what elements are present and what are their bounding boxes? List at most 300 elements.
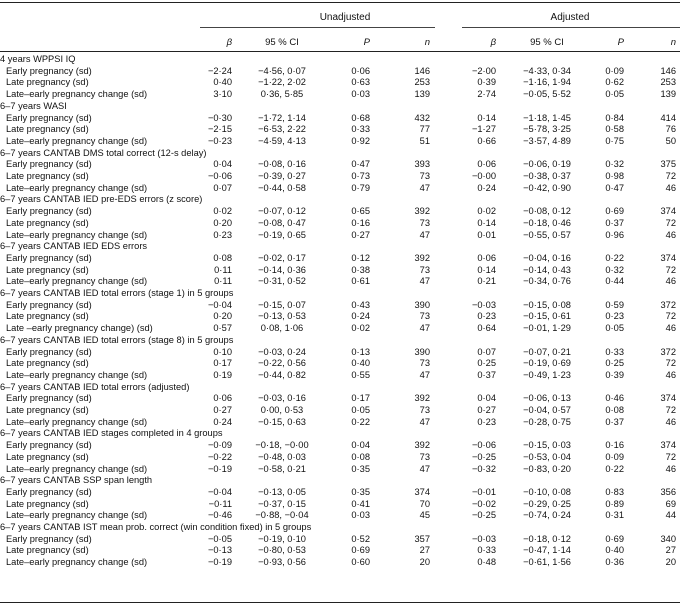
cell-unadj-n: 73 [419, 405, 430, 415]
cell-adj-ci: −0·53, 0·04 [523, 451, 571, 462]
table-row [0, 300, 680, 311]
cell-adj-beta: −2·00 [471, 65, 496, 76]
cell-adj-ci: −0·83, 0·20 [523, 463, 571, 474]
cell-unadj-n: 253 [414, 77, 430, 88]
cell-unadj-n: 392 [414, 252, 430, 263]
cell-adj-n: 72 [665, 311, 676, 322]
cell-adj-p: 0·62 [605, 77, 624, 88]
table-row [0, 230, 680, 241]
cell-adj-ci: −1·18, 1·45 [523, 112, 571, 123]
cell-adj-n: 46 [665, 229, 676, 240]
cell-unadj-n: 146 [414, 65, 430, 76]
cell-unadj-p: 0·47 [351, 159, 370, 170]
cell-unadj-ci: −6·53, 2·22 [258, 124, 306, 135]
cell-adj-beta: 0·27 [477, 405, 496, 415]
cell-unadj-n: 392 [414, 393, 430, 404]
cell-adj-n: 46 [665, 369, 676, 380]
col-header-adj-n: n [670, 37, 676, 48]
table-row [0, 171, 680, 182]
cell-unadj-beta: −0·46 [207, 510, 232, 521]
table-row [0, 405, 680, 416]
table-row [0, 66, 680, 77]
cell-unadj-beta: 0·20 [213, 311, 232, 322]
cell-adj-beta: 0·48 [477, 557, 496, 568]
row-label: Late pregnancy (sd) [6, 311, 89, 322]
cell-unadj-p: 0·03 [351, 89, 370, 100]
cell-unadj-beta: 0·04 [213, 159, 232, 170]
row-label: Late –early pregnancy change) (sd) [6, 323, 153, 334]
col-header-unadj-ci: 95 % CI [265, 37, 299, 48]
cell-adj-beta: 0·24 [477, 182, 496, 193]
cell-unadj-n: 51 [419, 135, 430, 146]
section-heading-row [0, 54, 680, 65]
row-label: Late–early pregnancy change (sd) [6, 416, 148, 427]
cell-adj-ci: −4·33, 0·34 [523, 65, 571, 76]
cell-adj-ci: −0·10, 0·08 [523, 486, 571, 497]
cell-unadj-p: 0·79 [351, 182, 370, 193]
cell-adj-n: 340 [660, 533, 676, 544]
row-label: Late pregnancy (sd) [6, 77, 89, 88]
row-label: Early pregnancy (sd) [6, 393, 92, 404]
cell-adj-n: 375 [660, 159, 676, 170]
cell-adj-beta: −0·32 [471, 463, 496, 474]
cell-unadj-ci: −1·22, 2·02 [258, 77, 306, 88]
cell-adj-p: 0·39 [605, 369, 624, 380]
cell-unadj-n: 392 [414, 206, 430, 217]
cell-unadj-ci: −4·59, 4·13 [258, 135, 306, 146]
cell-adj-ci: −0·08, 0·12 [523, 206, 571, 217]
cell-unadj-beta: −0·04 [207, 299, 232, 310]
row-label: Early pregnancy (sd) [6, 299, 92, 310]
section-label: 4 years WPPSI IQ [0, 54, 76, 64]
table-row [0, 557, 680, 568]
cell-unadj-p: 0·33 [351, 124, 370, 135]
table-row [0, 452, 680, 463]
cell-adj-beta: −0·25 [471, 510, 496, 521]
cell-unadj-n: 73 [419, 451, 430, 462]
col-header-adj-beta: β [490, 37, 496, 48]
table-row [0, 159, 680, 170]
section-heading-row [0, 382, 680, 393]
table-row [0, 347, 680, 358]
cell-adj-ci: −5·78, 3·25 [523, 124, 571, 135]
section-label: 6–7 years CANTAB IED pre-EDS errors (z score) [0, 194, 203, 205]
cell-unadj-beta: 0·08 [213, 252, 232, 263]
cell-adj-ci: −0·47, 1·14 [523, 545, 571, 556]
row-label: Early pregnancy (sd) [6, 533, 92, 544]
cell-unadj-beta: −0·19 [207, 463, 232, 474]
cell-unadj-p: 0·27 [351, 229, 370, 240]
cell-unadj-beta: 0·27 [213, 405, 232, 415]
cell-adj-n: 46 [665, 276, 676, 287]
row-label: Early pregnancy (sd) [6, 440, 92, 451]
group-underline-unadjusted [200, 27, 435, 28]
row-label: Late–early pregnancy change (sd) [6, 463, 148, 474]
row-label: Late pregnancy (sd) [6, 498, 89, 509]
cell-unadj-ci: −0·18, −0·00 [255, 440, 309, 451]
row-label: Early pregnancy (sd) [6, 112, 92, 123]
cell-unadj-n: 73 [419, 264, 430, 275]
cell-unadj-ci: −0·88, −0·04 [255, 510, 309, 521]
cell-adj-n: 414 [660, 112, 676, 123]
cell-unadj-beta: 0·40 [213, 77, 232, 88]
cell-unadj-ci: −0·02, 0·17 [258, 252, 306, 263]
cell-adj-beta: 0·04 [477, 393, 496, 404]
cell-adj-n: 20 [665, 557, 676, 568]
section-label: 6–7 years CANTAB IED stages completed in 4 groups [0, 428, 223, 439]
row-label: Late pregnancy (sd) [6, 124, 89, 135]
cell-unadj-p: 0·22 [351, 416, 370, 427]
table-row [0, 89, 680, 100]
cell-adj-p: 0·59 [605, 299, 624, 310]
cell-adj-beta: 0·06 [477, 159, 496, 170]
cell-adj-p: 0·22 [605, 252, 624, 263]
section-label: 6–7 years CANTAB IED total errors (stage 1) in 5 groups [0, 288, 234, 298]
cell-unadj-p: 0·55 [351, 369, 370, 380]
table-row [0, 77, 680, 88]
cell-adj-p: 0·37 [605, 217, 624, 228]
row-label: Late–early pregnancy change (sd) [6, 135, 148, 146]
cell-adj-ci: −0·04, 0·16 [523, 252, 571, 263]
cell-adj-n: 356 [660, 486, 676, 497]
row-label: Late–early pregnancy change (sd) [6, 557, 148, 568]
table-row [0, 545, 680, 556]
cell-adj-p: 0·58 [605, 124, 624, 135]
cell-adj-ci: −0·19, 0·69 [523, 358, 571, 369]
cell-adj-beta: −0·03 [471, 533, 496, 544]
table-row [0, 323, 680, 334]
cell-adj-ci: −0·49, 1·23 [523, 369, 571, 380]
table-row [0, 440, 680, 451]
cell-unadj-beta: 0·10 [213, 346, 232, 357]
cell-unadj-p: 0·43 [351, 299, 370, 310]
cell-adj-p: 0·40 [605, 545, 624, 556]
cell-adj-ci: −0·55, 0·57 [523, 229, 571, 240]
row-label: Late–early pregnancy change (sd) [6, 182, 148, 193]
cell-adj-n: 72 [665, 264, 676, 275]
table-row [0, 510, 680, 521]
cell-adj-ci: −0·15, 0·03 [523, 440, 571, 451]
cell-unadj-p: 0·40 [351, 358, 370, 369]
cell-adj-p: 0·47 [605, 182, 624, 193]
cell-unadj-ci: −0·39, 0·27 [258, 171, 306, 181]
cell-adj-p: 0·23 [605, 311, 624, 322]
cell-unadj-ci: 0·36, 5·85 [260, 89, 304, 100]
cell-adj-n: 253 [660, 77, 676, 88]
cell-adj-p: 0·89 [605, 498, 624, 509]
cell-adj-beta: −0·02 [471, 498, 496, 509]
cell-unadj-beta: −0·19 [207, 557, 232, 568]
cell-unadj-ci: −0·14, 0·36 [258, 264, 306, 275]
cell-unadj-ci: −0·13, 0·53 [258, 311, 306, 322]
cell-unadj-beta: −2·24 [207, 65, 232, 76]
cell-unadj-beta: −0·06 [207, 171, 232, 181]
section-heading-row [0, 241, 680, 252]
cell-unadj-ci: −0·13, 0·05 [258, 486, 306, 497]
cell-adj-p: 0·09 [605, 65, 624, 76]
cell-unadj-n: 390 [414, 299, 430, 310]
col-header-unadj-n: n [424, 37, 430, 48]
cell-adj-p: 0·83 [605, 486, 624, 497]
cell-unadj-n: 47 [419, 323, 430, 334]
cell-adj-ci: −0·28, 0·75 [523, 416, 571, 427]
cell-adj-p: 0·22 [605, 463, 624, 474]
cell-unadj-n: 27 [419, 545, 430, 556]
cell-adj-p: 0·69 [605, 533, 624, 544]
cell-unadj-ci: −0·03, 0·24 [258, 346, 306, 357]
cell-unadj-ci: −4·56, 0·07 [258, 65, 306, 76]
cell-adj-beta: 0·25 [477, 358, 496, 369]
cell-unadj-p: 0·17 [351, 393, 370, 404]
cell-unadj-beta: 0·11 [214, 264, 232, 275]
col-header-adj-ci: 95 % CI [530, 37, 564, 48]
cell-unadj-beta: −0·05 [207, 533, 232, 544]
cell-unadj-beta: −0·22 [207, 451, 232, 462]
cell-adj-beta: 0·23 [477, 311, 496, 322]
cell-unadj-beta: −0·13 [207, 545, 232, 556]
cell-unadj-n: 139 [414, 89, 430, 100]
cell-unadj-beta: −0·09 [207, 440, 232, 451]
row-label: Late pregnancy (sd) [6, 451, 89, 462]
cell-adj-beta: 0·14 [477, 264, 496, 275]
cell-unadj-p: 0·13 [351, 346, 370, 357]
cell-unadj-p: 0·24 [351, 311, 370, 322]
cell-adj-ci: −0·05, 5·52 [523, 89, 571, 100]
section-heading-row [0, 475, 680, 486]
section-heading-row [0, 148, 680, 159]
cell-adj-n: 72 [665, 171, 676, 181]
cell-unadj-ci: −0·15, 0·07 [258, 299, 306, 310]
cell-unadj-ci: −0·15, 0·63 [258, 416, 306, 427]
row-label: Early pregnancy (sd) [6, 252, 92, 263]
table-row [0, 265, 680, 276]
cell-adj-beta: 0·14 [477, 112, 496, 123]
section-heading-row [0, 101, 680, 112]
row-label: Late–early pregnancy change (sd) [6, 89, 148, 100]
cell-unadj-beta: −0·30 [207, 112, 232, 123]
table-row [0, 393, 680, 404]
cell-adj-beta: 0·21 [477, 276, 496, 287]
section-label: 6–7 years CANTAB IED EDS errors [0, 241, 148, 252]
cell-adj-ci: −0·29, 0·25 [523, 498, 571, 509]
cell-unadj-ci: −0·03, 0·16 [258, 393, 306, 404]
cell-adj-beta: −0·01 [471, 486, 496, 497]
cell-adj-beta: 0·06 [477, 252, 496, 263]
cell-adj-p: 0·32 [605, 159, 624, 170]
table-row [0, 113, 680, 124]
cell-adj-p: 0·05 [605, 89, 624, 100]
cell-unadj-ci: −0·08, 0·47 [258, 217, 306, 228]
cell-adj-beta: −1·27 [471, 124, 496, 135]
cell-unadj-beta: 0·24 [213, 416, 232, 427]
cell-unadj-n: 77 [419, 124, 430, 135]
cell-adj-ci: −0·15, 0·08 [523, 299, 571, 310]
col-header-unadj-p: P [363, 37, 370, 48]
cell-unadj-beta: 0·06 [213, 393, 232, 404]
cell-adj-ci: −0·18, 0·12 [523, 533, 571, 544]
cell-adj-n: 46 [665, 416, 676, 427]
cell-unadj-n: 392 [414, 440, 430, 451]
cell-adj-n: 146 [660, 65, 676, 76]
cell-unadj-n: 47 [419, 276, 430, 287]
cell-unadj-p: 0·63 [351, 77, 370, 88]
cell-unadj-n: 47 [419, 369, 430, 380]
cell-unadj-beta: 0·20 [213, 217, 232, 228]
cell-adj-n: 374 [660, 393, 676, 404]
section-label: 6–7 years CANTAB IST mean prob. correct (win condition fixed) in 5 groups [0, 522, 312, 532]
cell-unadj-ci: −0·31, 0·52 [258, 276, 306, 287]
cell-unadj-p: 0·73 [351, 171, 370, 181]
table-row [0, 136, 680, 147]
cell-adj-p: 0·08 [605, 405, 624, 415]
row-label: Late–early pregnancy change (sd) [6, 510, 148, 521]
cell-unadj-ci: −0·07, 0·12 [258, 206, 306, 217]
cell-unadj-p: 0·68 [351, 112, 370, 123]
table-row [0, 124, 680, 135]
row-label: Early pregnancy (sd) [6, 346, 92, 357]
cell-adj-ci: −0·74, 0·24 [523, 510, 571, 521]
cell-adj-ci: −0·14, 0·43 [523, 264, 571, 275]
cell-unadj-n: 357 [414, 533, 430, 544]
cell-adj-n: 374 [660, 206, 676, 217]
cell-unadj-beta: −0·23 [207, 135, 232, 146]
cell-adj-n: 44 [665, 510, 676, 521]
col-header-unadj-beta: β [226, 37, 232, 48]
cell-unadj-n: 390 [414, 346, 430, 357]
cell-adj-beta: −0·03 [471, 299, 496, 310]
cell-adj-p: 0·05 [605, 323, 624, 334]
cell-adj-p: 0·96 [605, 229, 624, 240]
cell-unadj-ci: −0·93, 0·56 [258, 557, 306, 568]
cell-adj-p: 0·33 [605, 346, 624, 357]
cell-adj-p: 0·98 [605, 171, 624, 181]
cell-adj-n: 72 [665, 358, 676, 369]
cell-adj-p: 0·31 [605, 510, 624, 521]
table-row [0, 417, 680, 428]
cell-adj-p: 0·09 [605, 451, 624, 462]
cell-adj-ci: −1·16, 1·94 [523, 77, 571, 88]
cell-unadj-n: 47 [419, 416, 430, 427]
cell-adj-n: 374 [660, 440, 676, 451]
cell-adj-p: 0·44 [605, 276, 624, 287]
table-row [0, 370, 680, 381]
section-heading-row [0, 194, 680, 205]
group-header-adjusted: Adjusted [550, 12, 590, 23]
cell-adj-beta: 0·33 [477, 545, 496, 556]
cell-unadj-beta: −2·15 [207, 124, 232, 135]
cell-adj-n: 72 [665, 451, 676, 462]
cell-adj-beta: 0·02 [477, 206, 496, 217]
table-row [0, 464, 680, 475]
group-header-unadjusted: Unadjusted [319, 12, 371, 23]
cell-adj-ci: −0·06, 0·13 [523, 393, 571, 404]
cell-unadj-ci: −0·44, 0·82 [258, 369, 306, 380]
cell-unadj-beta: −0·11 [208, 498, 232, 509]
row-label: Late pregnancy (sd) [6, 545, 89, 556]
cell-adj-beta: −0·00 [471, 171, 496, 181]
row-label: Late–early pregnancy change (sd) [6, 276, 148, 287]
cell-unadj-n: 45 [419, 510, 430, 521]
cell-unadj-n: 47 [419, 182, 430, 193]
row-label: Early pregnancy (sd) [6, 486, 92, 497]
cell-unadj-ci: −0·08, 0·16 [258, 159, 306, 170]
cell-adj-p: 0·37 [605, 416, 624, 427]
cell-unadj-beta: 0·11 [214, 276, 232, 287]
section-label: 6–7 years CANTAB IED total errors (adjusted) [0, 381, 190, 392]
cell-unadj-p: 0·03 [351, 510, 370, 521]
cell-unadj-p: 0·06 [351, 65, 370, 76]
cell-adj-n: 72 [665, 217, 676, 228]
cell-adj-beta: 0·01 [477, 229, 496, 240]
row-label: Late pregnancy (sd) [6, 171, 89, 181]
cell-unadj-p: 0·38 [351, 264, 370, 275]
cell-adj-n: 372 [660, 299, 676, 310]
table-row [0, 534, 680, 545]
cell-adj-ci: −0·38, 0·37 [523, 171, 571, 181]
cell-unadj-ci: 0·08, 1·06 [260, 323, 304, 334]
cell-unadj-p: 0·04 [351, 440, 370, 451]
cell-adj-beta: 0·66 [477, 135, 496, 146]
cell-adj-beta: 0·39 [477, 77, 496, 88]
cell-adj-beta: −0·25 [471, 451, 496, 462]
cell-unadj-n: 47 [419, 463, 430, 474]
section-heading-row [0, 335, 680, 346]
cell-adj-p: 0·36 [605, 557, 624, 568]
cell-unadj-ci: −1·72, 1·14 [258, 112, 306, 123]
cell-unadj-n: 47 [419, 229, 430, 240]
table-row [0, 358, 680, 369]
cell-unadj-p: 0·61 [351, 276, 370, 287]
cell-adj-n: 139 [660, 89, 676, 100]
cell-adj-n: 46 [665, 463, 676, 474]
cell-unadj-beta: 3·10 [213, 89, 232, 100]
cell-adj-beta: 0·14 [477, 217, 496, 228]
cell-unadj-beta: 0·07 [213, 182, 232, 193]
cell-unadj-n: 20 [419, 557, 430, 568]
cell-adj-beta: 0·37 [477, 369, 496, 380]
cell-adj-n: 76 [665, 124, 676, 135]
section-heading-row [0, 288, 680, 299]
cell-unadj-p: 0·16 [351, 217, 370, 228]
row-label: Late pregnancy (sd) [6, 358, 89, 369]
cell-unadj-ci: −0·19, 0·65 [258, 229, 306, 240]
table-row [0, 311, 680, 322]
cell-unadj-n: 70 [419, 498, 430, 509]
cell-unadj-p: 0·05 [351, 405, 370, 415]
cell-adj-ci: −0·18, 0·46 [523, 217, 571, 228]
group-underline-adjusted [462, 27, 680, 28]
header-rule [0, 51, 680, 52]
row-label: Early pregnancy (sd) [6, 159, 92, 170]
cell-unadj-beta: −0·04 [207, 486, 232, 497]
cell-adj-n: 50 [665, 135, 676, 146]
cell-unadj-ci: 0·00, 0·53 [260, 405, 304, 415]
table-row [0, 499, 680, 510]
cell-unadj-p: 0·08 [351, 451, 370, 462]
table-row [0, 487, 680, 498]
cell-adj-p: 0·84 [605, 112, 624, 123]
cell-adj-n: 46 [665, 323, 676, 334]
cell-adj-n: 372 [660, 346, 676, 357]
cell-adj-beta: 0·23 [477, 416, 496, 427]
cell-adj-ci: −0·15, 0·61 [523, 311, 571, 322]
cell-unadj-beta: 0·57 [213, 323, 232, 334]
cell-adj-beta: 2·74 [477, 89, 496, 100]
cell-adj-p: 0·75 [605, 135, 624, 146]
section-label: 6–7 years CANTAB IED total errors (stage 8) in 5 groups [0, 334, 234, 345]
cell-adj-n: 374 [660, 252, 676, 263]
cell-unadj-ci: −0·19, 0·10 [258, 533, 306, 544]
